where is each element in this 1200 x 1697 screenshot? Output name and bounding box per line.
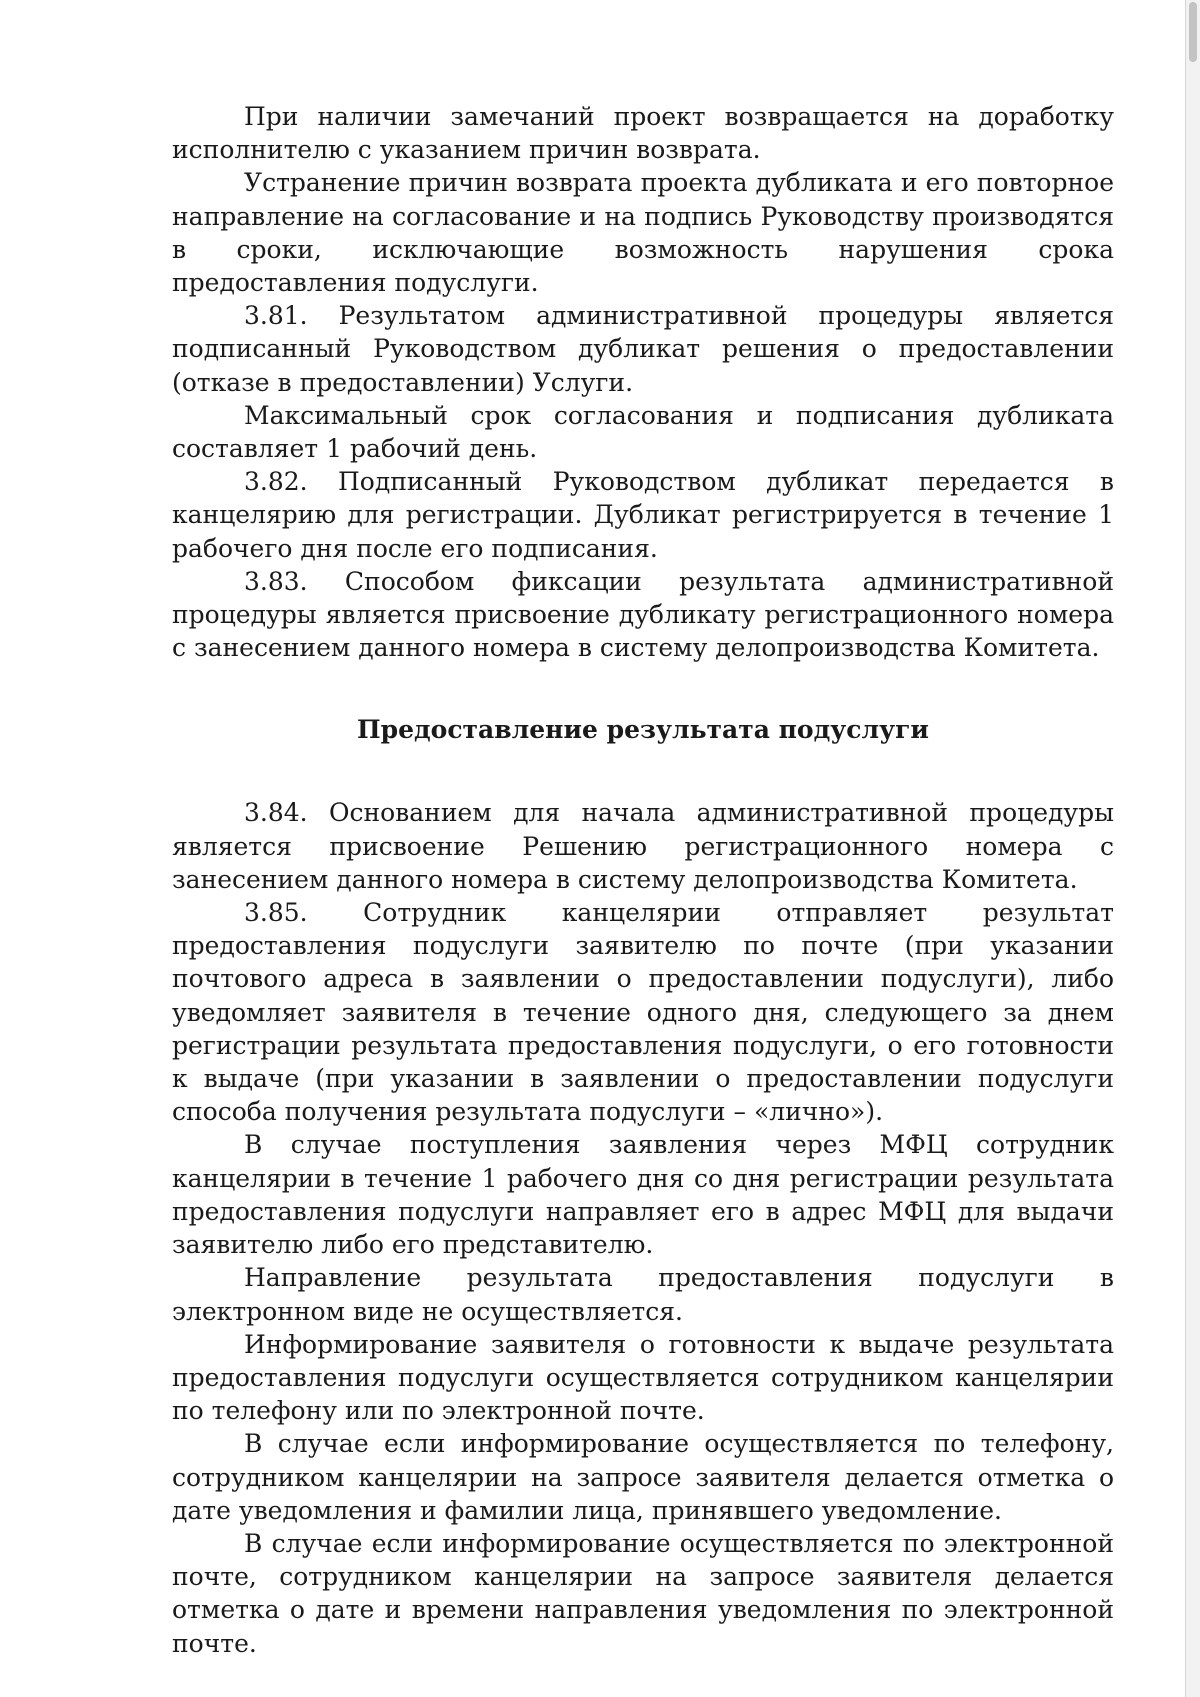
paragraph: При наличии замечаний проект возвращается на доработку исполнителю с указанием причин возврата. [172,102,1114,165]
paragraph: 3.83. Способом фиксации результата административной процедуры является присвоение дубликату регистрационного номера с занесением данного номера в систему делопроизводства Комитета. [172,566,1114,663]
paragraph: 3.85. Сотрудник канцелярии отправляет результат предоставления подуслуги заявителю по почте (при указании почтового адреса в заявлении о предоставлении подуслуги), либо уведомляет заявителя в течение одного дня, следующего за днем регистрации результата предоставления подуслуги, о его готовности к выдаче (при указании в заявлении о предоставлении подуслуги способа получения результата подуслуги – «лично»). [172,898,1114,1127]
scrollbar-thumb[interactable] [1189,2,1197,62]
paragraph: Максимальный срок согласования и подписания дубликата составляет 1 рабочий день. [172,400,1114,464]
paragraph: 3.84. Основанием для начала административной процедуры является присвоение Решению регистрационного номера с занесением данного номера в систему делопроизводства Комитета. [172,798,1114,894]
vertical-scrollbar[interactable] [1185,0,1200,1697]
paragraph: В случае поступления заявления через МФЦ сотрудник канцелярии в течение 1 рабочего дня со дня регистрации результата предоставления подуслуги направляет его в адрес МФЦ для выдачи заявителю либо его представителю. [172,1130,1114,1260]
paragraph: Устранение причин возврата проекта дубликата и его повторное направление на согласование и на подпись Руководству производятся в сроки, исключающие возможность нарушения срока предоставления подуслуги. [172,168,1114,298]
paragraph: Информирование заявителя о готовности к выдаче результата предоставления подуслуги осуществляется сотрудником канцелярии по телефону или по электронной почте. [172,1329,1114,1426]
paragraph: Направление результата предоставления подуслуги в электронном виде не осуществляется. [172,1263,1114,1326]
paragraph: 3.81. Результатом административной процедуры является подписанный Руководством дубликат решения о предоставлении (отказе в предоставлении) Услуги. [172,301,1114,397]
section-heading: Предоставление результата подуслуги [357,715,929,745]
paragraph: В случае если информирование осуществляется по телефону, сотрудником канцелярии на запросе заявителя делается отметка о дате уведомления и фамилии лица, принявшего уведомление. [172,1429,1114,1525]
paragraph: 3.82. Подписанный Руководством дубликат передается в канцелярию для регистрации. Дубликат регистрируется в течение 1 рабочего дня после его подписания. [172,467,1114,563]
paragraph: В случае если информирование осуществляется по электронной почте, сотрудником канцелярии на запросе заявителя делается отметка о дате и времени направления уведомления по электронной почте. [172,1528,1114,1658]
document-body [172,100,1114,1660]
